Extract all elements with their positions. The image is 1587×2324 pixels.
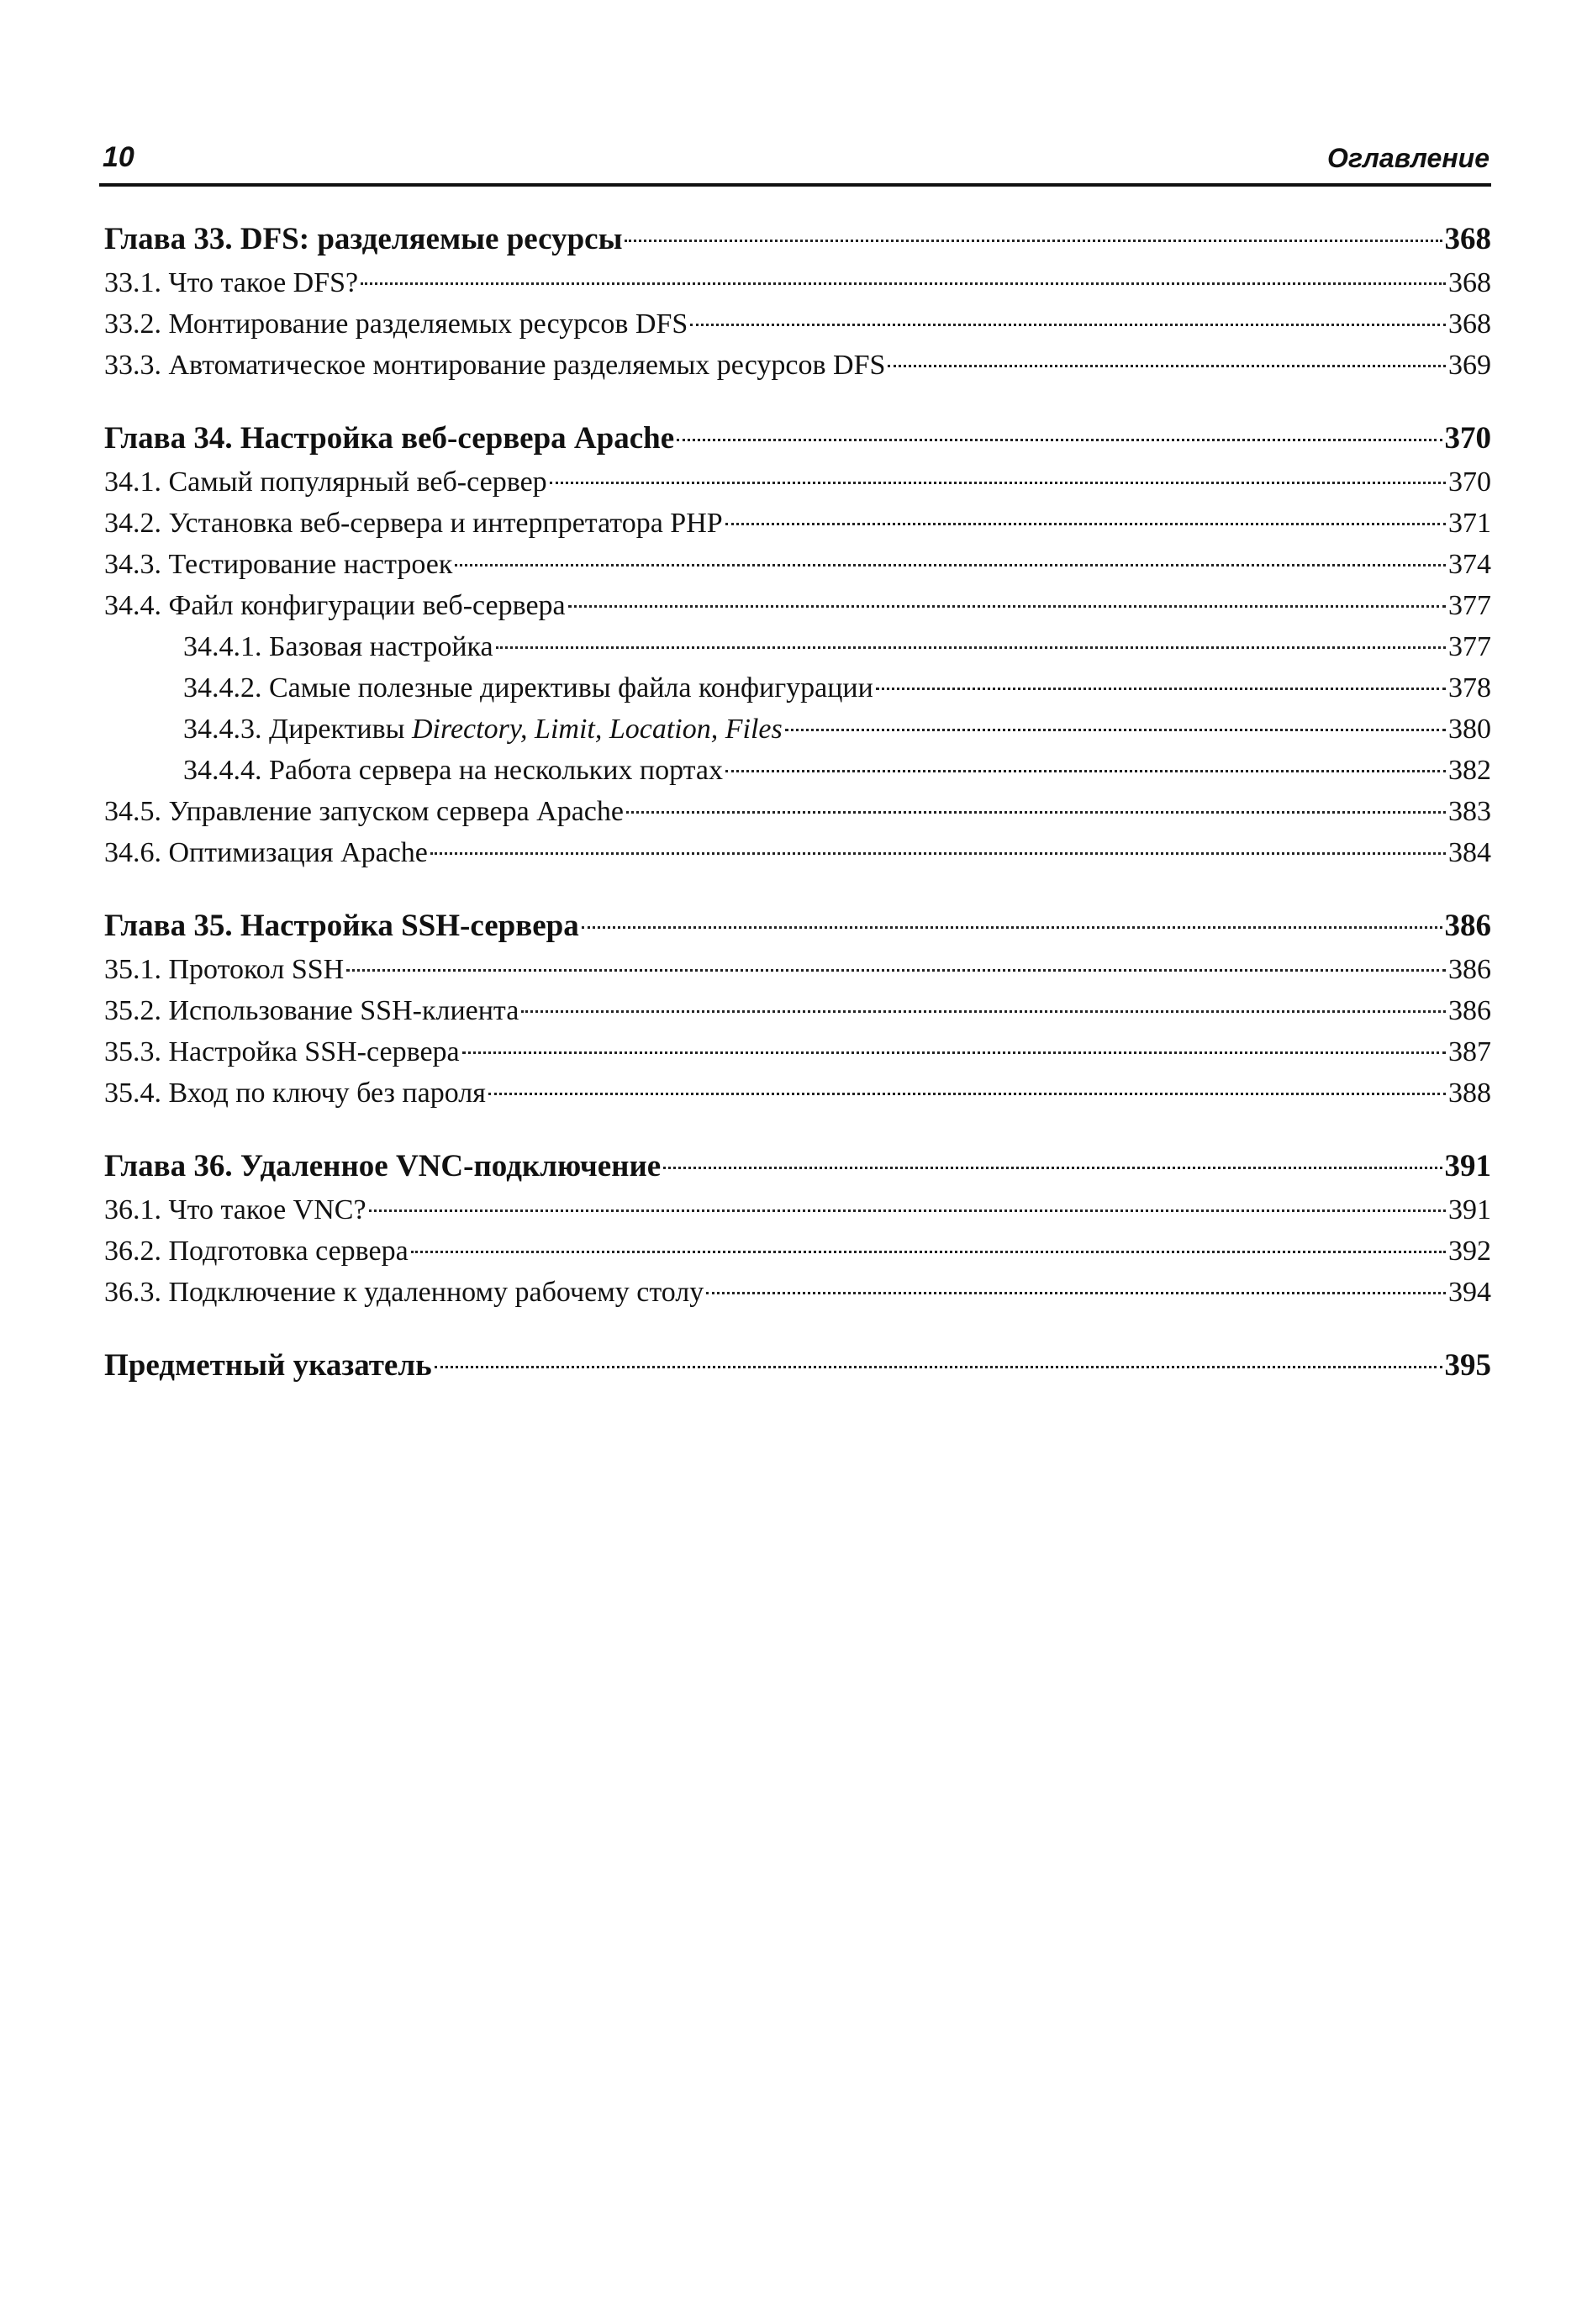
- chapter-33: [104, 217, 1491, 386]
- index-section: [104, 1343, 1491, 1389]
- entry-title: 35.4. Вход по ключу без пароля: [104, 1078, 486, 1109]
- chapter-35: [104, 904, 1491, 1114]
- page-ref: 391: [1444, 1149, 1491, 1183]
- page-ref: 387: [1448, 1036, 1491, 1067]
- entry-title-prefix: 34.4.3. Директивы: [183, 714, 412, 745]
- entry-title: 34.6. Оптимизация Apache: [104, 837, 428, 868]
- entry-title: 35.3. Настройка SSH-сервера: [104, 1036, 460, 1067]
- entry-title: 34.4.1. Базовая настройка: [183, 631, 493, 662]
- toc-entry[interactable]: [104, 1231, 1491, 1272]
- dot-leader: [876, 688, 1446, 690]
- chapter-title: Глава 35. Настройка SSH-сервера: [104, 909, 579, 943]
- chapter-heading[interactable]: [104, 1144, 1491, 1189]
- page-ref: 386: [1444, 909, 1491, 943]
- dot-leader: [462, 1051, 1446, 1054]
- index-heading[interactable]: [104, 1343, 1491, 1389]
- entry-title: 34.4.4. Работа сервера на нескольких портах: [183, 755, 723, 786]
- page-ref: 377: [1448, 590, 1491, 621]
- page-ref: 384: [1448, 837, 1491, 868]
- page-ref: 368: [1448, 267, 1491, 298]
- chapter-heading[interactable]: [104, 217, 1491, 262]
- dot-leader: [663, 1167, 1442, 1169]
- entry-title: 34.4. Файл конфигурации веб-сервера: [104, 590, 566, 621]
- page-ref: 382: [1448, 755, 1491, 786]
- page-ref: 378: [1448, 672, 1491, 704]
- dot-leader: [706, 1292, 1446, 1294]
- toc-subentry[interactable]: [104, 709, 1491, 750]
- page-ref: 368: [1444, 222, 1491, 256]
- page-ref: 383: [1448, 796, 1491, 827]
- dot-leader: [677, 439, 1442, 441]
- page-ref: 380: [1448, 714, 1491, 745]
- toc-subentry[interactable]: [104, 667, 1491, 709]
- toc-entry[interactable]: [104, 585, 1491, 626]
- dot-leader: [888, 365, 1446, 367]
- page-ref: 392: [1448, 1236, 1491, 1267]
- entry-title: 36.3. Подключение к удаленному рабочему столу: [104, 1277, 704, 1308]
- chapter-title: Глава 36. Удаленное VNC-подключение: [104, 1149, 662, 1183]
- entry-title: [183, 709, 783, 750]
- entry-title-italic: Directory, Limit, Location, Files: [412, 714, 783, 745]
- page-number: 10: [103, 141, 134, 173]
- toc-entry[interactable]: [104, 1272, 1491, 1313]
- entry-title: 34.2. Установка веб-сервера и интерпретатора PHP: [104, 508, 723, 539]
- chapter-title: Глава 34. Настройка веб-сервера Apache: [104, 421, 675, 456]
- dot-leader: [411, 1251, 1446, 1253]
- page-ref: 395: [1444, 1348, 1491, 1383]
- dot-leader: [435, 1366, 1442, 1368]
- dot-leader: [496, 646, 1446, 649]
- dot-leader: [725, 523, 1446, 525]
- entry-title: 34.1. Самый популярный веб-сервер: [104, 466, 547, 498]
- page-ref: 369: [1448, 350, 1491, 381]
- chapter-heading[interactable]: [104, 904, 1491, 949]
- toc-entry[interactable]: [104, 949, 1491, 990]
- entry-title: 34.4.2. Самые полезные директивы файла конфигурации: [183, 672, 873, 704]
- chapter-34: [104, 416, 1491, 873]
- entry-title: 34.5. Управление запуском сервера Apache: [104, 796, 624, 827]
- page-ref: 377: [1448, 631, 1491, 662]
- chapter-heading[interactable]: [104, 416, 1491, 461]
- dot-leader: [521, 1010, 1446, 1013]
- table-of-contents: [104, 217, 1491, 1419]
- toc-entry[interactable]: [104, 791, 1491, 832]
- dot-leader: [550, 482, 1446, 484]
- toc-entry[interactable]: [104, 262, 1491, 303]
- entry-title: 36.2. Подготовка сервера: [104, 1236, 409, 1267]
- toc-entry[interactable]: [104, 303, 1491, 345]
- entry-title: 35.1. Протокол SSH: [104, 954, 345, 985]
- toc-entry[interactable]: [104, 345, 1491, 386]
- chapter-36: [104, 1144, 1491, 1313]
- dot-leader: [455, 564, 1446, 567]
- dot-leader: [488, 1093, 1446, 1095]
- toc-entry[interactable]: [104, 1031, 1491, 1072]
- dot-leader: [725, 770, 1446, 772]
- toc-entry[interactable]: [104, 503, 1491, 544]
- entry-title: 35.2. Использование SSH-клиента: [104, 995, 519, 1026]
- page-ref: 388: [1448, 1078, 1491, 1109]
- index-title: Предметный указатель: [104, 1348, 432, 1383]
- page-ref: 370: [1448, 466, 1491, 498]
- toc-entry[interactable]: [104, 544, 1491, 585]
- toc-entry[interactable]: [104, 990, 1491, 1031]
- dot-leader: [690, 324, 1446, 326]
- dot-leader: [568, 605, 1446, 608]
- page-ref: 371: [1448, 508, 1491, 539]
- dot-leader: [625, 240, 1442, 242]
- toc-entry[interactable]: [104, 461, 1491, 503]
- page-ref: 370: [1444, 421, 1491, 456]
- dot-leader: [361, 282, 1446, 285]
- page-ref: 386: [1448, 995, 1491, 1026]
- page-ref: 394: [1448, 1277, 1491, 1308]
- toc-entry[interactable]: [104, 1189, 1491, 1231]
- dot-leader: [582, 926, 1442, 929]
- page-ref: 374: [1448, 549, 1491, 580]
- toc-subentry[interactable]: [104, 750, 1491, 791]
- page-header: [99, 134, 1491, 187]
- toc-entry[interactable]: [104, 832, 1491, 873]
- dot-leader: [369, 1209, 1446, 1212]
- toc-subentry[interactable]: [104, 626, 1491, 667]
- chapter-title: Глава 33. DFS: разделяемые ресурсы: [104, 222, 623, 256]
- entry-title: 33.2. Монтирование разделяемых ресурсов DFS: [104, 308, 688, 340]
- dot-leader: [430, 852, 1446, 855]
- dot-leader: [626, 811, 1446, 814]
- dot-leader: [346, 969, 1446, 972]
- page-ref: 386: [1448, 954, 1491, 985]
- entry-title: 33.1. Что такое DFS?: [104, 267, 359, 298]
- entry-title: 36.1. Что такое VNC?: [104, 1194, 366, 1225]
- entry-title: 33.3. Автоматическое монтирование разделяемых ресурсов DFS: [104, 350, 886, 381]
- running-head: Оглавление: [1327, 143, 1489, 173]
- page-ref: 391: [1448, 1194, 1491, 1225]
- dot-leader: [785, 729, 1446, 731]
- page-ref: 368: [1448, 308, 1491, 340]
- entry-title: 34.3. Тестирование настроек: [104, 549, 453, 580]
- toc-entry[interactable]: [104, 1072, 1491, 1114]
